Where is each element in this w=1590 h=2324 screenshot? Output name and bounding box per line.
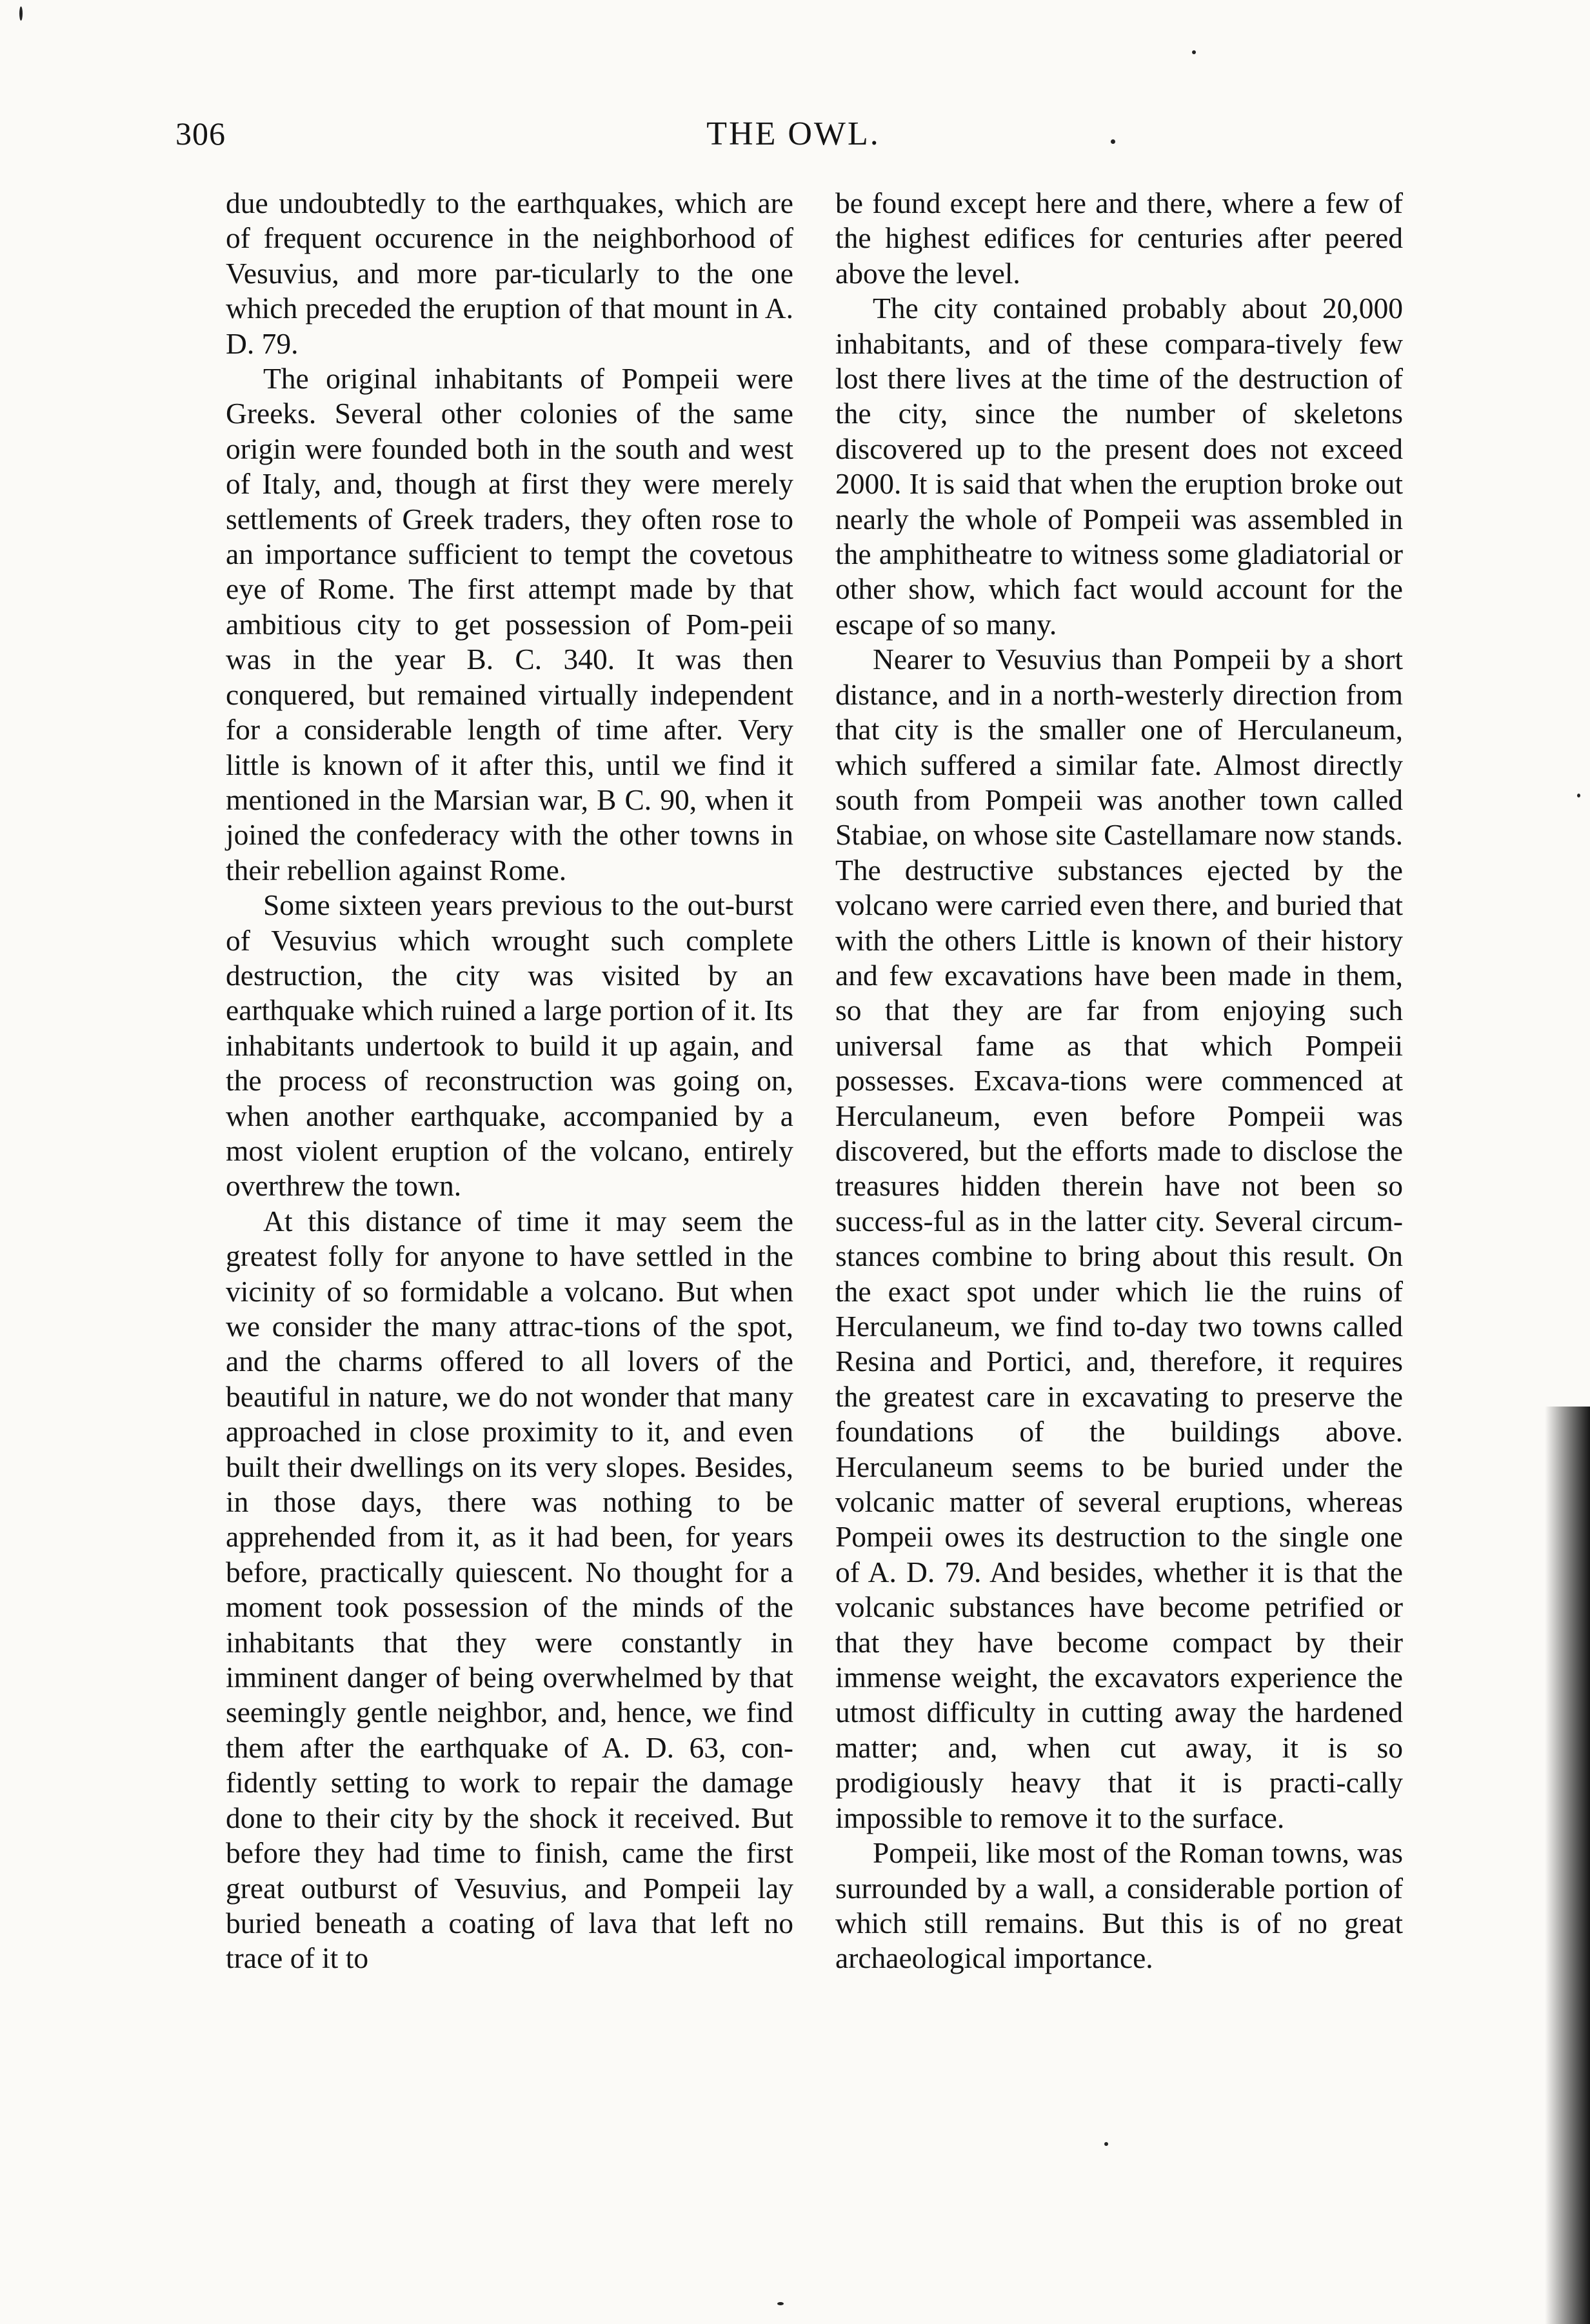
binding-shadow bbox=[1545, 1407, 1590, 2324]
ink-speck bbox=[1192, 50, 1196, 54]
paragraph: Nearer to Vesuvius than Pompeii by a short distance, and in a north-westerly direction from that city is the smaller one of Herculaneum, which suffered a similar fate. Almost directly south from Pompeii was another town called Stabiae, on whose site Castellamare now stands. The destructive substances ejected by the volcano were carried even there, and buried that with the others Little is known of their history and few excavations have been made in them, so that they are far from enjoying such universal fame as that which Pompeii possesses. Excava-tions were commenced at Herculaneum, even before Pompeii was discovered, but the efforts made to disclose the treasures hidden therein have not been so success-ful as in the latter city. Several circum-stances combine to bring about this result. On the exact spot under which lie the ruins of Herculaneum, we find to-day two towns called Resina and Portici, and, therefore, it requires the greatest care in excavating to preserve the foundations of the buildings above. Herculaneum seems to be buried under the volcanic matter of several eruptions, whereas Pompeii owes its destruction to the single one of A. D. 79. And besides, whether it is that the volcanic substances have become petrified or that they have become compact by their immense weight, the excavators experience the utmost difficulty in cutting away the hardened matter; and, when cut away, it is so prodigiously heavy that it is practi-cally impossible to remove it to the surface. bbox=[835, 643, 1403, 1834]
paragraph: The city contained probably about 20,000 inhabitants, and of these compara-tively few lost there lives at the time of the destruction of the city, since the number of skeletons discovered up to the present does not exceed 2000. It is said that when the eruption broke out nearly the whole of Pompeii was assembled in the amphitheatre to witness some gladiatorial or other show, which fact would account for the escape of so many. bbox=[835, 292, 1403, 641]
paragraph: Some sixteen years previous to the out-burst of Vesuvius which wrought such complete destruction, the city was visited by an earthquake which ruined a large portion of it. Its inhabitants undertook to build it up again, and the process of reconstruction was going on, when another earthquake, accompanied by a most violent eruption of the volcano, entirely overthrew the town. bbox=[226, 888, 793, 1203]
ink-speck bbox=[1104, 2142, 1108, 2146]
ink-speck bbox=[1577, 794, 1580, 797]
paragraph: Pompeii, like most of the Roman towns, was surrounded by a wall, a considerable portion of which still remains. But this is of no great archaeological importance. bbox=[835, 1836, 1403, 1975]
left-column bbox=[226, 186, 793, 1976]
paragraph: The original inhabitants of Pompeii were Greeks. Several other colonies of the same origin were founded both in the south and west of Italy, and, though at first they were merely settlements of Greek traders, they often rose to an importance sufficient to tempt the covetous eye of Rome. The first attempt made by that ambitious city to get possession of Pom-peii was in the year B. C. 340. It was then conquered, but remained virtually independent for a considerable length of time after. Very little is known of it after this, until we find it mentioned in the Marsian war, B C. 90, when it joined the confederacy with the other towns in their rebellion against Rome. bbox=[226, 362, 793, 887]
paragraph: due undoubtedly to the earthquakes, which are of frequent occurence in the neighborhood of Vesuvius, and more par-ticularly to the one which preceded the eruption of that mount in A. D. 79. bbox=[226, 186, 793, 360]
paragraph: At this distance of time it may seem the greatest folly for anyone to have settled in the vicinity of so formidable a volcano. But when we consider the many attrac-tions of the spot, and the charms offered to all lovers of the beautiful in nature, we do not wonder that many approached in close proximity to it, and even built their dwellings on its very slopes. Besides, in those days, there was nothing to be apprehended from it, as it had been, for years before, practically quiescent. No thought for a moment took possession of the minds of the inhabitants that they were constantly in imminent danger of being overwhelmed by that seemingly gentle neighbor, and, hence, we find them after the earthquake of A. D. 63, con-fidently setting to work to repair the damage done to their city by the shock it received. But before they had time to finish, came the first great outburst of Vesuvius, and Pompeii lay buried beneath a coating of lava that left no trace of it to bbox=[226, 1204, 793, 1975]
ink-speck bbox=[1111, 139, 1115, 144]
right-column bbox=[835, 186, 1403, 1976]
ink-speck bbox=[777, 2302, 784, 2305]
ink-speck bbox=[19, 6, 23, 21]
paragraph: be found except here and there, where a few of the highest edifices for centuries after peered above the level. bbox=[835, 186, 1403, 290]
running-title: THE OWL. bbox=[706, 115, 880, 152]
page-number: 306 bbox=[175, 115, 226, 152]
